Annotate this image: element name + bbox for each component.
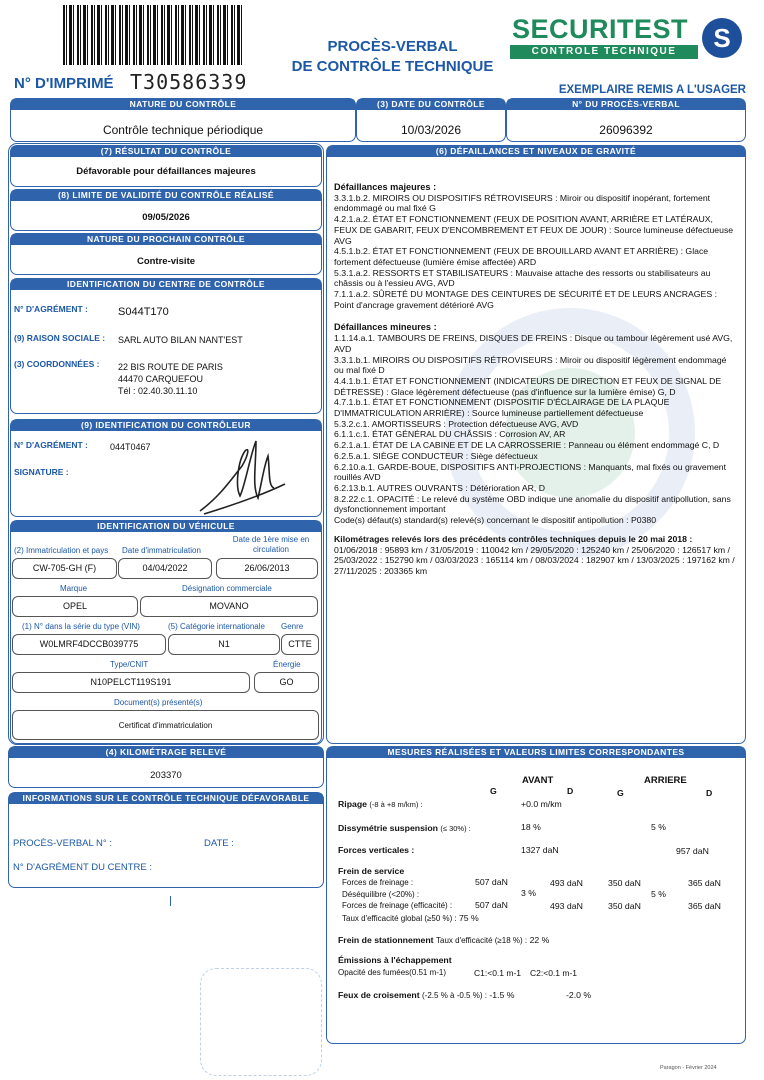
centre-head: IDENTIFICATION DU CENTRE DE CONTRÔLE xyxy=(11,279,321,290)
croisement-row xyxy=(338,990,514,1000)
opacite-c1: C1:<0.1 m-1 xyxy=(474,968,522,978)
opacite-c2: C2:<0.1 m-1 xyxy=(530,968,578,978)
doc-title-1: PROCÈS-VERBAL xyxy=(327,38,458,55)
dissym-av: 18 % xyxy=(521,822,541,832)
fe-avd: 493 daN xyxy=(550,901,583,911)
col-avant: AVANT xyxy=(522,775,554,786)
taux-global-value: 75 % xyxy=(458,913,479,923)
doc-title-2: DE CONTRÔLE TECHNIQUE xyxy=(291,58,494,75)
km-history-text: 01/06/2018 : 95893 km / 31/05/2019 : 110042 km / 29/05/2020 : 125240 km / 25/06/2020 : 126517 km / 25/03/2022 : 152790 km / 03/03/2023 : 165114 km / 08/03/2024 : 182907 km / 13/03/2025 : 197162 km / 27/11/2025 : 203365 km xyxy=(334,544,735,576)
defaillances-content xyxy=(334,178,736,577)
deseq-av: 3 % xyxy=(521,888,536,898)
fe-arg: 350 daN xyxy=(608,901,641,911)
resultat-head: (7) RÉSULTAT DU CONTRÔLE xyxy=(11,146,321,157)
col-arriere: ARRIERE xyxy=(644,775,687,786)
centre-agrement-label: N° D'AGRÉMENT : xyxy=(14,304,88,314)
docs-value: Certificat d'immatriculation xyxy=(118,721,213,730)
dissym-limit: (≤ 30%) : xyxy=(440,824,471,833)
km-history xyxy=(334,534,736,577)
brand-name: SECURITEST xyxy=(512,14,689,44)
vin-label: (1) N° dans la série du type (VIN) xyxy=(22,622,140,631)
croisement-label: Feux de croisement xyxy=(338,990,420,1000)
date-controle-box xyxy=(356,98,506,142)
date-immat-label: Date d'immatriculation xyxy=(122,546,201,555)
mineures-item: 4.7.1.b.1. ÉTAT ET FONCTIONNEMENT (DISPOSITIF D'ÉCLAIRAGE DE LA PLAQUE D'IMMATRICULATION ARRIÈRE) : Source lumineuse partiellement défectueuse xyxy=(334,397,670,419)
footer-note: Paragon - Février 2024 xyxy=(660,1065,717,1071)
marque-field: OPEL xyxy=(12,596,138,617)
col-arriere-g: G xyxy=(617,788,624,798)
defavorable-head: INFORMATIONS SUR LE CONTRÔLE TECHNIQUE DÉFAVORABLE xyxy=(9,793,323,804)
ff-ard: 365 daN xyxy=(688,878,721,888)
ripage-label: Ripage xyxy=(338,799,367,809)
detach-zone xyxy=(200,968,322,1076)
forces-v-ar: 957 daN xyxy=(676,846,709,856)
forces-freinage-label: Forces de freinage : xyxy=(342,878,414,887)
vin-field: W0LMRF4DCCB039775 xyxy=(12,634,166,655)
genre-field: CTTE xyxy=(281,634,319,655)
mineures-item: 6.2.5.a.1. SIÈGE CONDUCTEUR : Siège défectueux xyxy=(334,450,538,461)
imprime-label: N° D'IMPRIMÉ xyxy=(14,75,114,92)
designation-field: MOVANO xyxy=(140,596,318,617)
controleur-head: (9) IDENTIFICATION DU CONTRÔLEUR xyxy=(11,420,321,431)
imprime-value: T30586339 xyxy=(130,70,248,94)
signature-label: SIGNATURE : xyxy=(14,467,69,477)
prochain-box xyxy=(10,233,322,275)
mineures-item: 6.2.10.a.1. GARDE-BOUE, DISPOSITIFS ANTI-PROJECTIONS : Manquants, mal fixés ou gravement rouillés AVD xyxy=(334,461,727,483)
first-circ-field: 26/06/2013 xyxy=(216,558,318,579)
km-history-title: Kilométrages relevés lors des précédents contrôles techniques depuis le 20 mai 2018 : xyxy=(334,533,693,544)
mineures-item: 4.4.1.b.1. ÉTAT ET FONCTIONNEMENT (INDICATEURS DE DIRECTION ET FEUX DE SIGNAL DE DÉTRESSE) : Glace légèrement défectueuse (pas d'influence sur la lumière émise) G, D xyxy=(334,375,722,397)
tear-mark xyxy=(170,896,171,906)
date-controle-head: (3) DATE DU CONTRÔLE xyxy=(357,99,505,110)
kilometrage-head: (4) KILOMÉTRAGE RELEVÉ xyxy=(9,747,323,758)
ripage-value: +0.0 m/km xyxy=(521,799,562,809)
prochain-value: Contre-visite xyxy=(136,256,196,267)
mineures-item: 3.3.1.b.1. MIROIRS OU DISPOSITIFS RÉTROVISEURS : Miroir ou dispositif légèrement endommagé ou mal fixé D xyxy=(334,354,727,376)
brand-sub: CONTROLE TECHNIQUE xyxy=(510,45,698,59)
date-immat-field: 04/04/2022 xyxy=(118,558,212,579)
resultat-value: Défavorable pour défaillances majeures xyxy=(76,166,256,177)
mineures-item: 6.1.1.c.1. ÉTAT GÉNÉRAL DU CHÂSSIS : Corrosion AV, AR xyxy=(334,429,566,440)
coord-line1: 22 BIS ROUTE DE PARIS xyxy=(118,362,223,372)
raison-sociale-value: SARL AUTO BILAN NANT'EST xyxy=(118,335,243,345)
genre-label: Genre xyxy=(281,622,304,631)
docs-field xyxy=(12,710,319,740)
coord-line3: Tél : 02.40.30.11.10 xyxy=(118,386,198,396)
forces-eff-label: Forces de freinage (efficacité) : xyxy=(342,901,453,910)
controleur-agrement-value: 044T0467 xyxy=(110,442,151,452)
docs-label: Document(s) présenté(s) xyxy=(114,698,203,707)
defavorable-agrement-label: N° D'AGRÉMENT DU CENTRE : xyxy=(13,862,152,873)
securitest-logo xyxy=(508,14,748,62)
immat-field: CW-705-GH (F) xyxy=(12,558,117,579)
limite-box xyxy=(10,189,322,231)
croisement-limit: (-2.5 % à -0.5 %) : xyxy=(422,991,487,1000)
emissions-label: Émissions à l'échappement xyxy=(338,955,452,965)
defavorable-pv-label: PROCÈS-VERBAL N° : xyxy=(13,838,112,849)
mineures-title: Défaillances mineures : xyxy=(334,322,437,333)
croisement-g: -1.5 % xyxy=(489,990,515,1000)
mineures-item: 6.2.1.a.1. ÉTAT DE LA CABINE ET DE LA CARROSSERIE : Panneau ou élément endommagé C, D xyxy=(334,440,720,451)
pv-number-head: N° DU PROCÈS-VERBAL xyxy=(507,99,745,110)
date-controle-value: 10/03/2026 xyxy=(400,123,462,137)
ff-avd: 493 daN xyxy=(550,878,583,888)
ripage-limit: (-8 à +8 m/km) : xyxy=(369,800,423,809)
defavorable-date-label: DATE : xyxy=(204,838,234,849)
stationnement-label: Frein de stationnement xyxy=(338,935,434,945)
ripage-row xyxy=(338,799,423,809)
frein-service-label: Frein de service xyxy=(338,866,405,876)
prochain-head: NATURE DU PROCHAIN CONTRÔLE xyxy=(11,234,321,245)
stationnement-value: 22 % xyxy=(529,935,550,945)
signature-scribble xyxy=(190,426,300,521)
majeures-item: 4.5.1.b.2. ÉTAT ET FONCTIONNEMENT (FEUX DE BROUILLARD AVANT ET ARRIÈRE) : Glace fortement défectueuse (lumière émise affectée) ARD xyxy=(334,246,709,267)
kilometrage-box xyxy=(8,746,324,788)
mineures-item: 1.1.14.a.1. TAMBOURS DE FREINS, DISQUES DE FREINS : Disque ou tambour légèrement usé AVG, AVD xyxy=(334,333,733,354)
majeures-list xyxy=(334,193,736,311)
centre-agrement-value: S044T170 xyxy=(118,306,169,318)
mineures-item: Code(s) défaut(s) standard(s) relevé(s) concernant le dispositif antipollution : P0380 xyxy=(334,515,657,526)
nature-controle-box xyxy=(10,98,356,142)
categorie-label: (5) Catégorie internationale xyxy=(168,622,265,631)
majeures-item: 4.2.1.a.2. ÉTAT ET FONCTIONNEMENT (FEUX DE POSITION AVANT, ARRIÈRE ET LATÉRAUX, FEUX DE GABARIT, FEUX D'ENCOMBREMENT ET FEUX DE JOUR) : Source lumineuse défectueuse AVG xyxy=(334,214,734,246)
controleur-agrement-label: N° D'AGRÉMENT : xyxy=(14,440,88,450)
col-avant-d: D xyxy=(567,786,574,796)
dissym-ar: 5 % xyxy=(651,822,666,832)
desequilibre-label: Déséquilibre (<20%) : xyxy=(342,890,420,899)
type-field: N10PELCT119S191 xyxy=(12,672,250,693)
stationnement-row xyxy=(338,935,549,945)
coord-line2: 44470 CARQUEFOU xyxy=(118,374,204,384)
resultat-box xyxy=(10,145,322,187)
nature-controle-head: NATURE DU CONTRÔLE xyxy=(11,99,355,110)
opacite-label: Opacité des fumées(0.51 m-1) xyxy=(338,968,447,977)
fe-ard: 365 daN xyxy=(688,901,721,911)
type-label: Type/CNIT xyxy=(110,660,149,669)
majeures-title: Défaillances majeures : xyxy=(334,182,437,192)
designation-label: Désignation commerciale xyxy=(182,584,272,593)
coordonnees-label: (3) COORDONNÉES : xyxy=(14,359,100,369)
limite-head: (8) LIMITE DE VALIDITÉ DU CONTRÔLE RÉALISÉ xyxy=(11,190,321,201)
fe-avg: 507 daN xyxy=(475,900,508,910)
pv-number-value: 26096392 xyxy=(599,123,653,137)
limite-value: 09/05/2026 xyxy=(142,212,190,223)
col-arriere-d: D xyxy=(706,788,713,798)
first-circ-label: Date de 1ère mise en circulation xyxy=(232,535,310,554)
stationnement-taux: Taux d'efficacité (≥18 %) : xyxy=(436,936,528,945)
immat-label: (2) Immatriculation et pays xyxy=(14,546,109,555)
forces-v-av: 1327 daN xyxy=(521,845,559,855)
taux-global-label: Taux d'efficacité global (≥50 %) : xyxy=(342,914,457,923)
taux-global-row xyxy=(342,913,479,923)
brand-s-icon: S xyxy=(702,18,742,58)
dissym-label: Dissymétrie suspension xyxy=(338,823,438,833)
kilometrage-value: 203370 xyxy=(150,770,182,781)
dissym-row xyxy=(338,823,471,833)
energie-label: Énergie xyxy=(273,660,301,669)
energie-field: GO xyxy=(254,672,319,693)
mesures-head: MESURES RÉALISÉES ET VALEURS LIMITES CORRESPONDANTES xyxy=(327,747,745,758)
ff-arg: 350 daN xyxy=(608,878,641,888)
raison-sociale-label: (9) RAISON SOCIALE : xyxy=(14,333,106,343)
mineures-item: 6.2.13.b.1. AUTRES OUVRANTS : Détérioration AR, D xyxy=(334,482,545,493)
mineures-item: 8.2.22.c.1. OPACITÉ : Le relevé du système OBD indique une anomalie du dispositif antipollution, sans dysfonctionnement important xyxy=(334,493,731,515)
croisement-d: -2.0 % xyxy=(566,990,592,1000)
forces-v-label: Forces verticales : xyxy=(338,845,415,855)
majeures-item: 7.1.1.a.2. SÛRETÉ DU MONTAGE DES CEINTURES DE SÉCURITÉ ET DE LEURS ANCRAGES : Point d'ancrage gravement détérioré AVG xyxy=(334,289,717,310)
exemplaire-label: EXEMPLAIRE REMIS A L'USAGER xyxy=(558,84,746,96)
mineures-list xyxy=(334,333,736,526)
col-avant-g: G xyxy=(490,786,497,796)
pv-number-box xyxy=(506,98,746,142)
marque-label: Marque xyxy=(60,584,88,593)
mineures-item: 5.3.2.c.1. AMORTISSEURS : Protection défectueuse AVG, AVD xyxy=(334,418,579,429)
deseq-ar: 5 % xyxy=(651,889,666,899)
majeures-item: 5.3.1.a.2. RESSORTS ET STABILISATEURS : Mauvaise attache des ressorts ou stabilisateurs au châssis ou à l'essieu AVG, AVD xyxy=(334,267,711,289)
majeures-item: 3.3.1.b.2. MIROIRS OU DISPOSITIFS RÉTROVISEURS : Miroir ou dispositif inopérant, fortement endommagé ou mal fixé G xyxy=(334,192,711,214)
nature-controle-value: Contrôle technique périodique xyxy=(102,123,264,137)
defaillances-head: (6) DÉFAILLANCES ET NIVEAUX DE GRAVITÉ xyxy=(327,146,745,157)
ff-avg: 507 daN xyxy=(475,877,508,887)
barcode xyxy=(63,5,245,65)
categorie-field: N1 xyxy=(168,634,280,655)
vehicule-head: IDENTIFICATION DU VÉHICULE xyxy=(11,521,321,532)
